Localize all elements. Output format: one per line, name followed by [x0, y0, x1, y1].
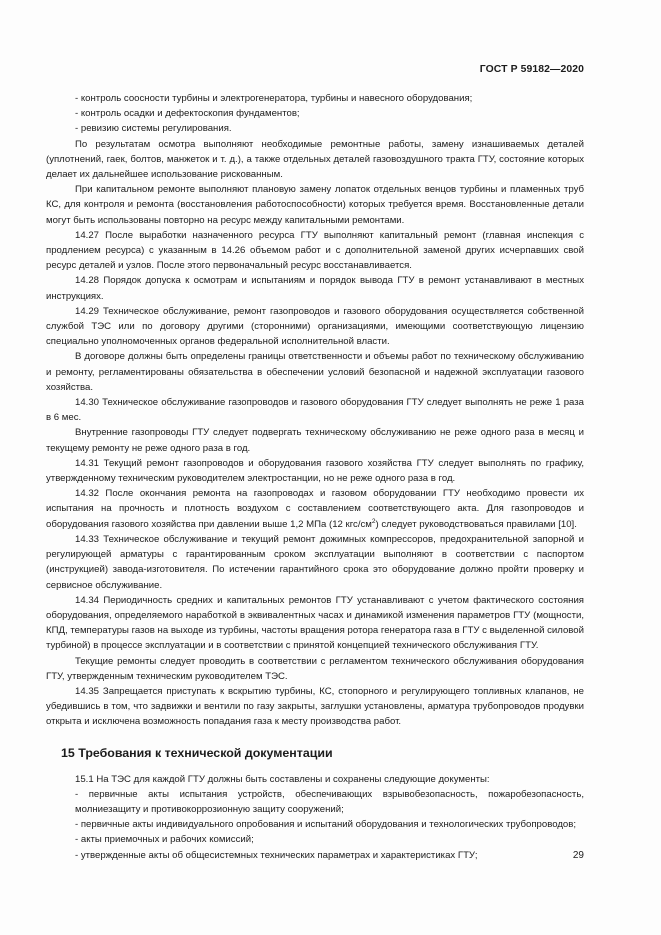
superscript: 2: [371, 517, 376, 525]
clause-14-31: 14.31 Текущий ремонт газопроводов и оборудования газового хозяйства ГТУ следует выполнять по графику, утвержденному техническим руководителем электростанции, но не реже одного раза в год.: [46, 457, 584, 485]
list-item: - первичные акты индивидуального опробования и испытаний оборудования и технологических трубопроводов;: [75, 819, 577, 831]
clause-15-1: 15.1 На ТЭС для каждой ГТУ должны быть составлены и сохранены следующие документы:: [75, 773, 490, 785]
clause-14-28: 14.28 Порядок допуска к осмотрам и испытаниям и порядок вывода ГТУ в ремонт устанавливают в местных инструкциях.: [46, 275, 584, 302]
clause-14-35: 14.35 Запрещается приступать к вскрытию турбины, КС, стопорного и регулирующего топливных клапанов, не убедившись в том, что задвижки и вентили по газу закрыты, заглушки установлены, арматура трубопроводов продувки открыта и исключена возможность попадания газа к месту производства работ.: [46, 685, 584, 728]
clause-text: 14.32 После окончания ремонта на газопроводах и газовом оборудовании ГТУ необходимо провести их испытания на прочность и плотность воздухом с составлением соответствующего акта. Для газопроводов и оборудования газового хозяйства при давлении выше 1,2 МПа (12 кгс/см: [46, 488, 584, 530]
document-body: [46, 91, 584, 863]
list-item: - ревизию системы регулирования.: [75, 123, 232, 135]
paragraph: При капитальном ремонте выполняют плановую замену лопаток отдельных венцов турбины и пламенных труб КС, для контроля и ремонта (восстановления работоспособности) которых требуется время. Восстановленные детали могут быть использованы повторно на ресурс между капитальными ремонтами.: [46, 184, 584, 226]
list-item: - контроль осадки и дефектоскопия фундаментов;: [75, 108, 300, 120]
clause-14-34: 14.34 Периодичность средних и капитальных ремонтов ГТУ устанавливают с учетом фактического состояния оборудования, определяемого наработкой в эквивалентных часах и динамикой изменения параметров ГТУ (мощности, КПД, температуры газов на выходе из турбины, частоты вращения ротора генератора газа в ГТУ с выделенной силовой турбиной) в процессе эксплуатации и в соответствии с принятой концепцией технического обслуживания ГТУ.: [46, 594, 584, 652]
paragraph: Внутренние газопроводы ГТУ следует подвергать техническому обслуживанию не реже одного раза в месяц и текущему ремонту не реже одного раза в год.: [46, 427, 584, 454]
list-item: - акты приемочных и рабочих комиссий;: [75, 834, 254, 846]
section-heading: 15 Требования к технической документации: [61, 745, 333, 760]
standard-number: ГОСТ Р 59182—2020: [479, 64, 584, 75]
list-item: - контроль соосности турбины и электрогенератора, турбины и навесного оборудования;: [75, 93, 473, 104]
clause-text: ) следует руководствоваться правилами [10].: [375, 518, 577, 530]
paragraph: По результатам осмотра выполняют необходимые ремонтные работы, замену изнашиваемых деталей (уплотнений, гаек, болтов, манжеток и т. д.), а также отдельных деталей газовоздушного тракта ГТУ, состояние которых делает их дальнейшее использование рискованным.: [46, 138, 584, 181]
paragraph: В договоре должны быть определены границы ответственности и объемы работ по техническому обслуживанию и ремонту, регламентированы обязательства в обеспечении условий безопасной и надежной эксплуатации газового хозяйства.: [46, 351, 584, 393]
clause-14-33: 14.33 Техническое обслуживание и текущий ремонт дожимных компрессоров, предохранительной запорной и регулирующей арматуры с гарантированным сроком эксплуатации выполняют в соответствии с паспортом (инструкцией) завода-изготовителя. По истечении гарантийного срока это оборудование должно пройти проверку и сервисное обслуживание.: [46, 533, 584, 591]
clause-14-29: 14.29 Техническое обслуживание, ремонт газопроводов и газового оборудования осуществляется собственной службой ТЭС или по договору другими (сторонними) организациями, имеющими соответствующую лицензию специально уполномоченных органов федеральной исполнительной власти.: [46, 305, 584, 348]
list-item: - первичные акты испытания устройств, обеспечивающих взрывобезопасность, пожаробезопасность, молниезащиту и противокоррозионную защиту сооружений;: [75, 788, 584, 815]
page-number: 29: [572, 850, 584, 861]
clause-14-30: 14.30 Техническое обслуживание газопроводов и газового оборудования ГТУ следует выполнять не реже 1 раза в 6 мес.: [46, 397, 584, 424]
clause-14-27: 14.27 После выработки назначенного ресурса ГТУ выполняют капитальный ремонт (главная инспекция с продлением ресурса) с указанным в 14.26 объемом работ и с дополнительной заменой других исчерпавших свой ресурс деталей и узлов. После этого первоначальный ресурс восстанавливается.: [46, 229, 584, 272]
clause-14-32: [46, 486, 584, 532]
list-item: - утвержденные акты об общесистемных технических параметрах и характеристиках ГТУ;: [75, 849, 478, 861]
paragraph: Текущие ремонты следует проводить в соответствии с регламентом технического обслуживания оборудования ГТУ, утвержденным техническим руководителем ТЭС.: [46, 655, 584, 682]
